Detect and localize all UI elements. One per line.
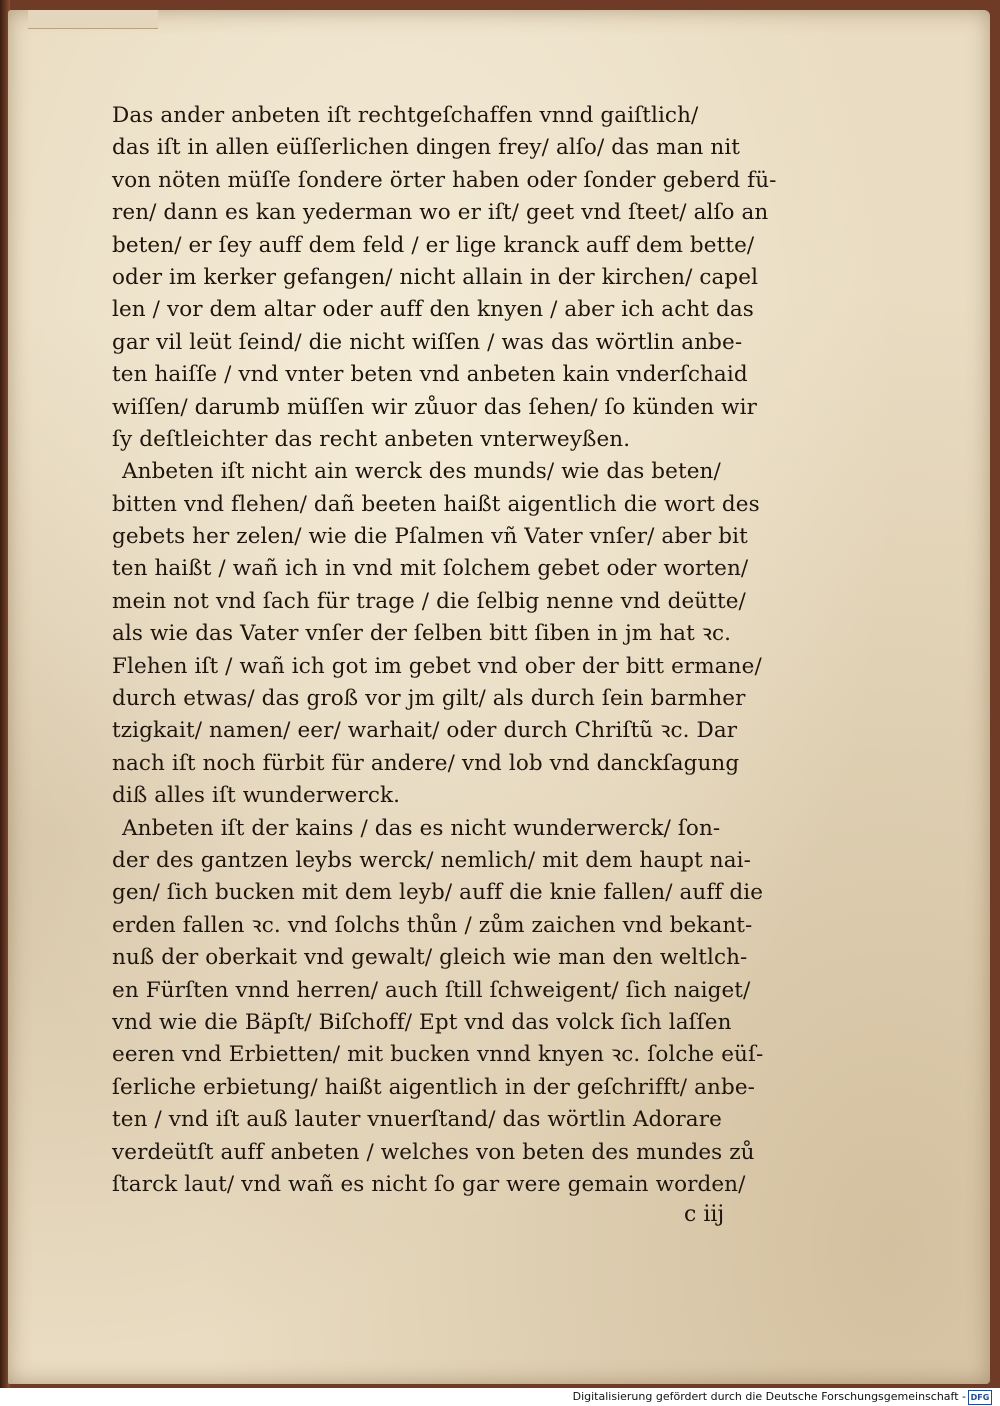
- text-line: Anbeten iſt nicht ain werck des munds/ wie das beten/: [122, 459, 721, 485]
- dfg-logo-icon: DFG: [968, 1390, 992, 1405]
- text-line: ſtarck laut/ vnd wañ es nicht ſo gar were gemain worden/: [112, 1171, 746, 1197]
- text-line: ren/ dann es kan yederman wo er iſt/ geet vnd ſteet/ alſo an: [112, 200, 769, 226]
- text-line: Das ander anbeten iſt rechtgeſchaffen vnnd gaiſtlich/: [112, 103, 699, 128]
- text-line: eeren vnd Erbietten/ mit bucken vnnd knyen ꝛc. ſolche eüſ-: [112, 1042, 764, 1068]
- text-line: gebets her zelen/ wie die Pſalmen vñ Vater vnſer/ aber bit: [112, 524, 748, 550]
- text-line: wiſſen/ darumb müſſen wir zůuor das ſehen/ ſo künden wir: [112, 394, 757, 420]
- page-text-block: [112, 100, 824, 1201]
- text-line: ſerliche erbietung/ haißt aigentlich in der geſchrifft/ anbe-: [112, 1074, 756, 1100]
- text-line: beten/ er ſey auff dem feld / er lige kranck auff dem bette/: [112, 232, 755, 258]
- text-line: gen/ ſich bucken mit dem leyb/ auff die knie fallen/ auff die: [112, 880, 764, 906]
- text-line: ten haißt / wañ ich in vnd mit ſolchem gebet oder worten/: [112, 556, 749, 582]
- footer-credit: Digitalisierung gefördert durch die Deutsche Forschungsgemeinschaft -: [572, 1390, 966, 1403]
- text-line: nuß der oberkait vnd gewalt/ gleich wie man den weltlch-: [112, 945, 748, 971]
- text-line: verdeütſt auff anbeten / welches von beten des mundes zů: [112, 1139, 755, 1165]
- text-line: das iſt in allen eüſſerlichen dingen frey/ alſo/ das man nit: [112, 135, 741, 161]
- text-line: mein not vnd ſach für trage / die ſelbig nenne vnd deütte/: [112, 588, 746, 614]
- text-line: en Fürſten vnnd herren/ auch ſtill ſchweigent/ ſich naiget/: [112, 977, 751, 1003]
- page-top-tab: [28, 10, 158, 29]
- text-line: tzigkait/ namen/ eer/ warhait/ oder durch Chriſtũ ꝛc. Dar: [112, 718, 738, 744]
- text-line: len / vor dem altar oder auff den knyen / aber ich acht das: [112, 297, 754, 323]
- text-line: diß alles iſt wunderwerck.: [112, 783, 401, 809]
- text-line: ſy deſtleichter das recht anbeten vnterweyßen.: [112, 426, 631, 452]
- text-line: nach iſt noch fürbit für andere/ vnd lob vnd danckſagung: [112, 750, 740, 776]
- text-line: erden fallen ꝛc. vnd ſolchs thůn / zům zaichen vnd bekant-: [112, 912, 753, 938]
- text-line: ten / vnd iſt auß lauter vnuerſtand/ das wörtlin Adorare: [112, 1107, 722, 1133]
- text-line: ten haiſſe / vnd vnter beten vnd anbeten kain vnderſchaid: [112, 362, 748, 388]
- text-line: bitten vnd flehen/ dañ beeten haißt aigentlich die wort des: [112, 491, 760, 517]
- text-line: Anbeten iſt der kains / das es nicht wunderwerck/ ſon-: [122, 815, 721, 841]
- text-line: als wie das Vater vnſer der ſelben bitt ſiben in jm hat ꝛc.: [112, 621, 732, 647]
- text-line: von nöten müſſe ſondere örter haben oder ſonder geberd fü-: [112, 167, 777, 193]
- text-line: oder im kerker gefangen/ nicht allain in der kirchen/ capel: [112, 264, 759, 290]
- text-line: Flehen iſt / wañ ich got im gebet vnd ober der bitt ermane/: [112, 653, 762, 679]
- text-line: vnd wie die Bäpſt/ Biſchoff/ Ept vnd das volck ſich laſſen: [112, 1009, 732, 1035]
- text-line: durch etwas/ das groß vor jm gilt/ als durch ſein barmher: [112, 686, 746, 712]
- text-line: gar vil leüt ſeind/ die nicht wiſſen / was das wörtlin anbe-: [112, 329, 743, 355]
- signature-mark: c iij: [684, 1202, 725, 1227]
- text-line: der des gantzen leybs werck/ nemlich/ mit dem haupt nai-: [112, 847, 751, 873]
